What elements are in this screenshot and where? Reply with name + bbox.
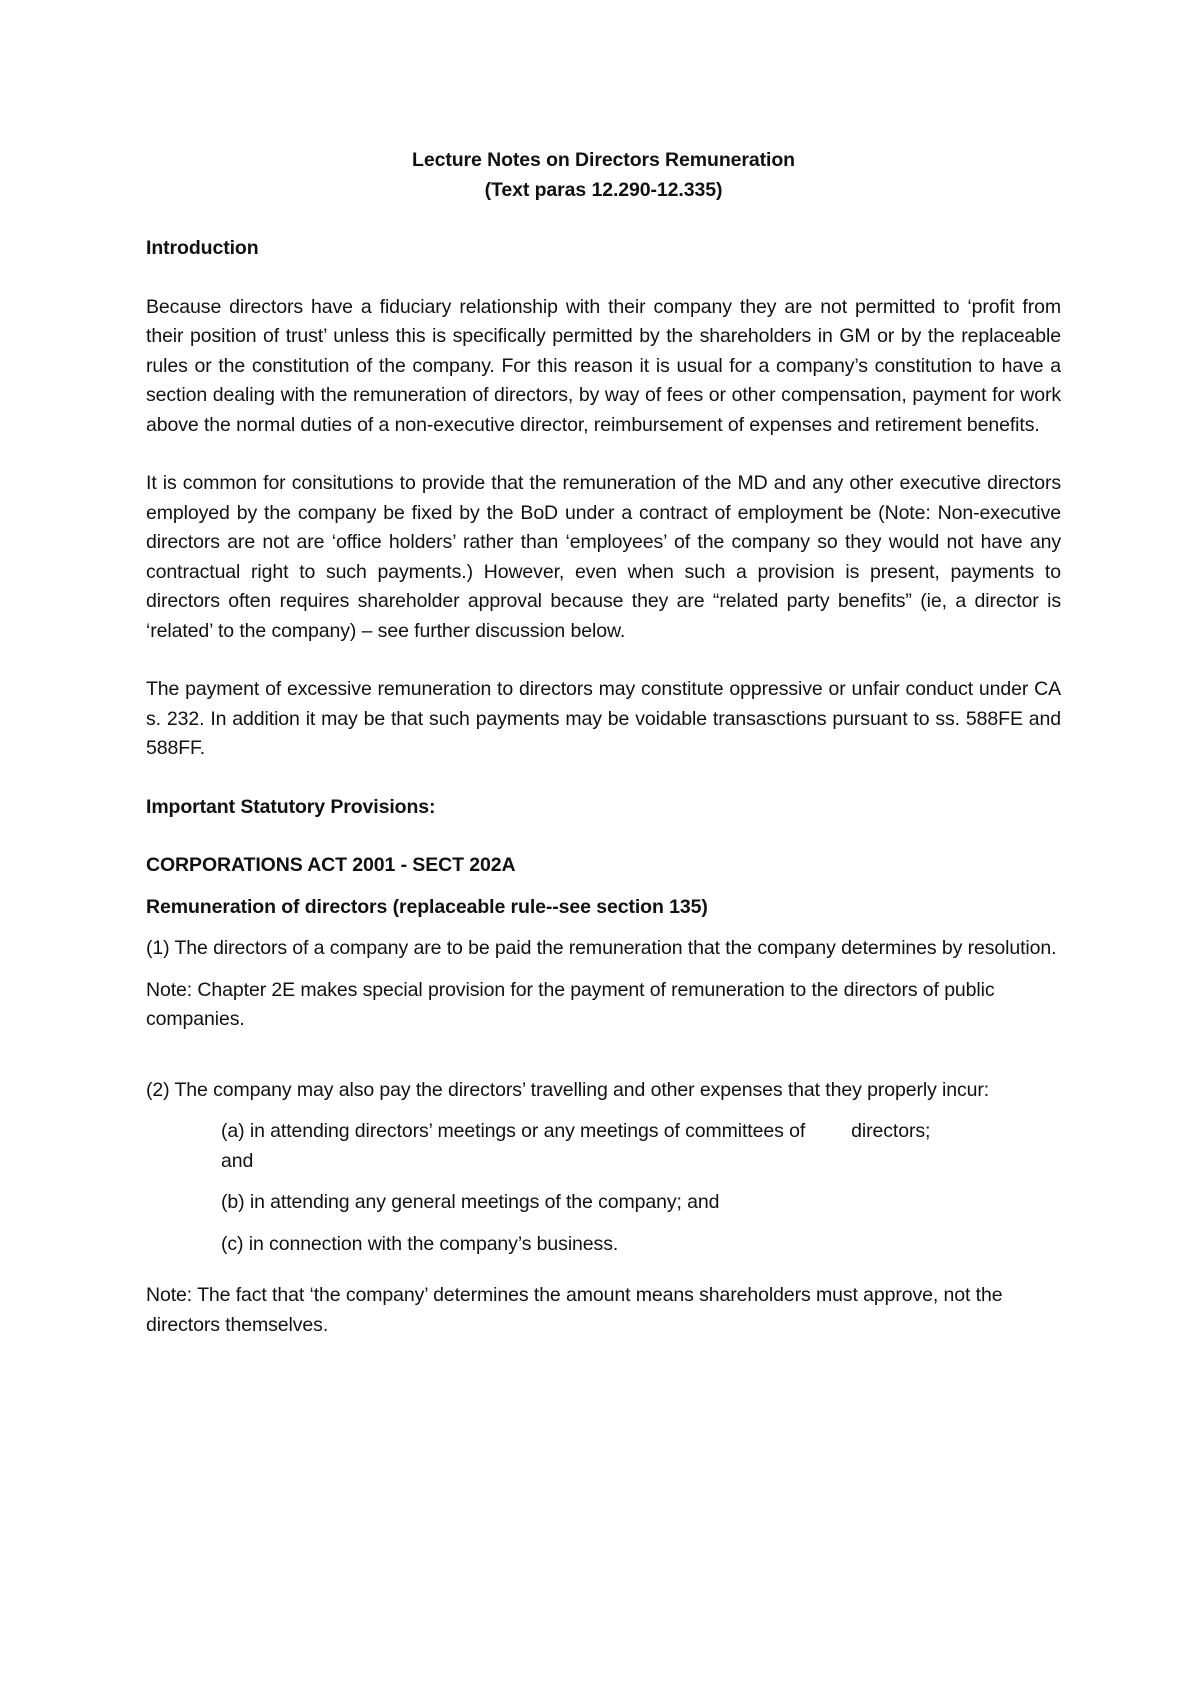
note-1: Note: Chapter 2E makes special provision for the payment of remuneration to the directors of public companies. xyxy=(146,978,995,1030)
clause-2a xyxy=(221,1117,1061,1147)
act-subheading: Remuneration of directors (replaceable rule--see section 135) xyxy=(146,895,708,918)
statutory-provisions-heading: Important Statutory Provisions: xyxy=(146,795,436,818)
clause-2b: (b) in attending any general meetings of the company; and xyxy=(221,1191,720,1213)
introduction-paragraph-2: It is common for consitutions to provide that the remuneration of the MD and any other executive directors employed by the company be fixed by the BoD under a contract of employment be (Note: Non-executive directors are not are ‘office holders’ rather than ‘employees’ of the company so they would not have any contractual right to such payments.) However, even when such a provision is present, payments to directors often requires shareholder approval because they are “related party benefits” (ie, a director is ‘related’ to the company) – see further discussion below. xyxy=(146,472,1061,642)
clause-2c: (c) in connection with the company’s business. xyxy=(221,1232,619,1255)
clause-2a-text: (a) in attending directors’ meetings or any meetings of committees of xyxy=(221,1120,806,1142)
introduction-paragraph-1: Because directors have a fiduciary relationship with their company they are not permitted to ‘profit from their position of trust’ unless this is specifically permitted by the shareholders in GM or by the replaceable rules or the constitution of the company. For this reason it is usual for a company’s constitution to have a section dealing with the remuneration of directors, by way of fees or other compensation, payment for work above the normal duties of a non-executive director, reimbursement of expenses and retirement benefits. xyxy=(146,295,1061,436)
clause-2a-continuation: and xyxy=(221,1149,254,1172)
clause-1: (1) The directors of a company are to be paid the remuneration that the company determines by resolution. xyxy=(146,937,1057,959)
introduction-paragraph-3: The payment of excessive remuneration to directors may constitute oppressive or unfair conduct under CA s. 232. In addition it may be that such payments may be voidable transasctions pursuant to ss. 588FE and 588FF. xyxy=(146,678,1061,759)
document-body xyxy=(146,146,1061,1340)
act-heading: CORPORATIONS ACT 2001 - SECT 202A xyxy=(146,854,516,876)
document-subtitle: (Text paras 12.290-12.335) xyxy=(484,178,723,201)
clause-2-sub-list xyxy=(146,1117,1061,1259)
document-title: Lecture Notes on Directors Remuneration xyxy=(412,149,795,171)
introduction-heading: Introduction xyxy=(146,237,259,259)
clause-2a-tab-text: directors; xyxy=(851,1120,931,1142)
note-2: Note: The fact that ‘the company’ determines the amount means shareholders must approve, not the directors themselves. xyxy=(146,1284,1003,1336)
clause-2: (2) The company may also pay the directors’ travelling and other expenses that they properly incur: xyxy=(146,1078,990,1101)
